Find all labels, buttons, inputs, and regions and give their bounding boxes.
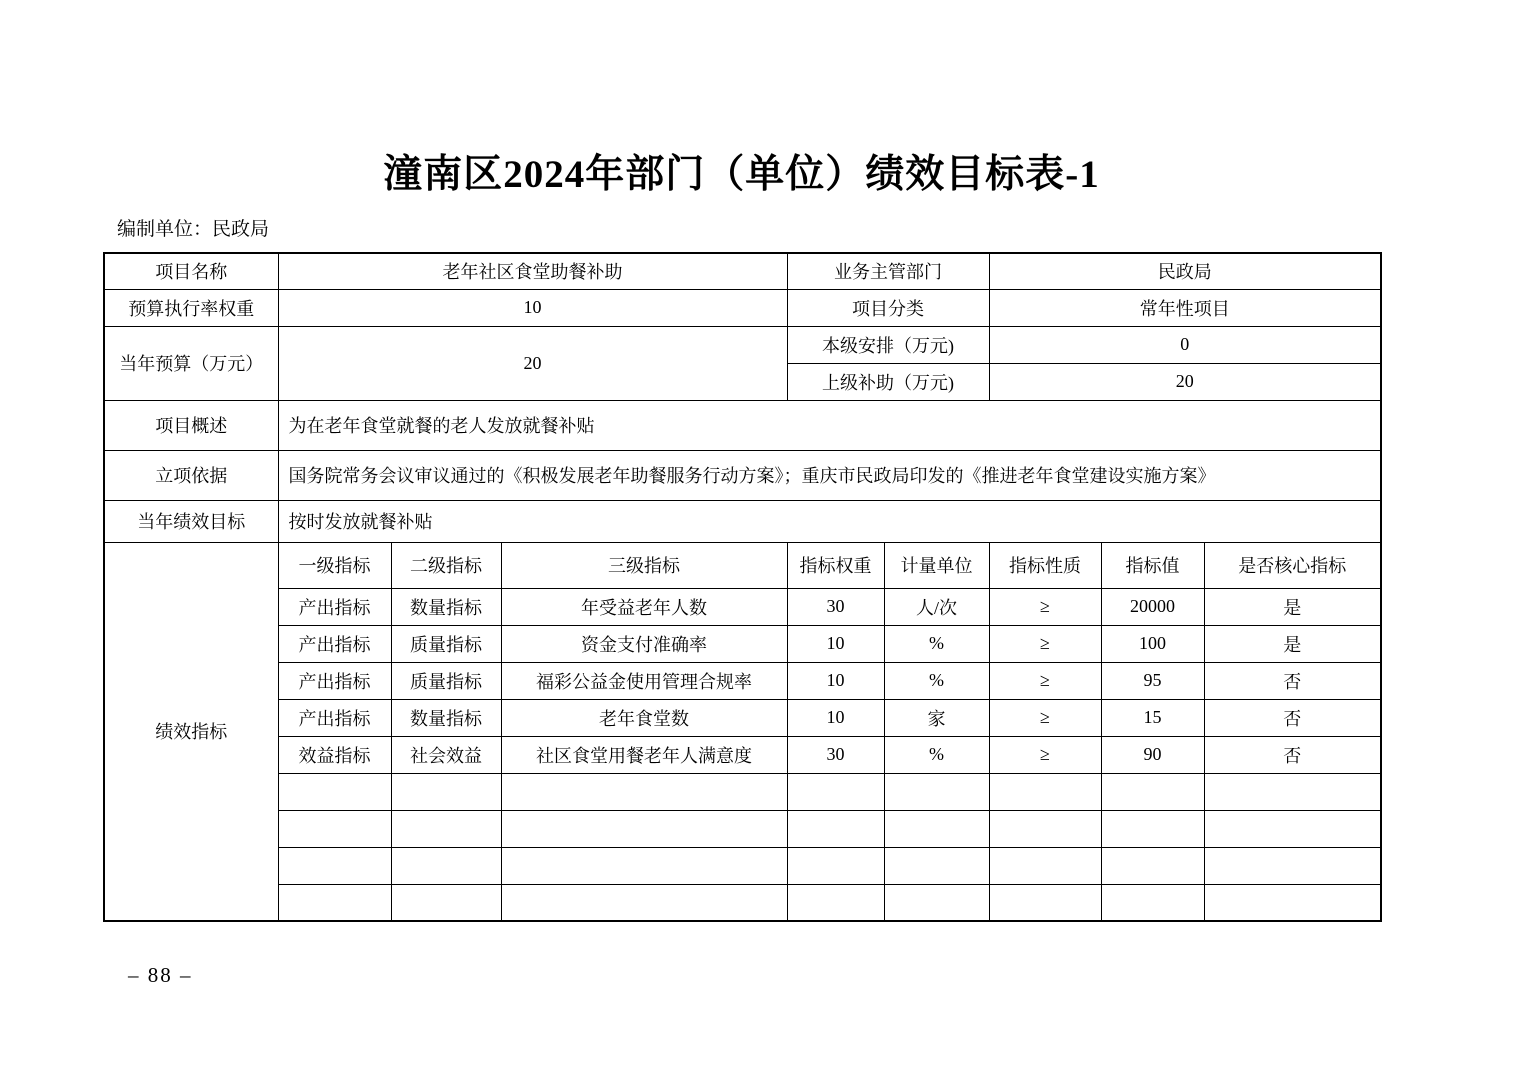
indicator-cell — [1101, 810, 1204, 847]
indicator-cell — [787, 847, 884, 884]
indicator-cell: 是 — [1204, 588, 1381, 625]
indicator-cell: 数量指标 — [391, 699, 501, 736]
indicator-cell — [1101, 773, 1204, 810]
indicator-cell: 产出指标 — [278, 625, 391, 662]
indicator-cell — [989, 847, 1101, 884]
indicator-cell: 90 — [1101, 736, 1204, 773]
indicator-cell: 10 — [787, 625, 884, 662]
indicator-cell: 15 — [1101, 699, 1204, 736]
annual-target-value: 按时发放就餐补贴 — [278, 500, 1381, 542]
indicator-header-cell: 计量单位 — [884, 542, 989, 588]
indicator-cell — [884, 773, 989, 810]
indicator-cell — [1204, 847, 1381, 884]
indicator-cell — [278, 884, 391, 921]
indicator-cell — [787, 884, 884, 921]
budget-exec-weight-label: 预算执行率权重 — [104, 289, 278, 326]
indicator-header-cell: 指标权重 — [787, 542, 884, 588]
row-project-name — [104, 253, 1381, 289]
indicator-header-cell: 指标值 — [1101, 542, 1204, 588]
budget-exec-weight-value: 10 — [278, 289, 787, 326]
indicator-cell: 30 — [787, 588, 884, 625]
indicator-cell — [884, 847, 989, 884]
indicator-cell: 20000 — [1101, 588, 1204, 625]
page-number: – 88 – — [128, 963, 193, 987]
indicator-cell: 否 — [1204, 736, 1381, 773]
indicator-cell: 30 — [787, 736, 884, 773]
indicator-cell — [1101, 884, 1204, 921]
indicator-cell — [787, 810, 884, 847]
indicator-cell: 否 — [1204, 662, 1381, 699]
row-basis — [104, 450, 1381, 500]
indicator-cell — [501, 773, 787, 810]
indicator-cell — [501, 810, 787, 847]
indicator-cell — [501, 884, 787, 921]
indicator-cell: 人/次 — [884, 588, 989, 625]
indicator-cell — [391, 847, 501, 884]
indicator-cell: 老年食堂数 — [501, 699, 787, 736]
indicator-cell — [884, 810, 989, 847]
performance-section-label: 绩效指标 — [104, 542, 278, 921]
indicator-header-row — [104, 542, 1381, 588]
indicator-header-cell: 三级指标 — [501, 542, 787, 588]
prepared-by-label: 编制单位：民政局 — [117, 219, 270, 240]
basis-label: 立项依据 — [104, 450, 278, 500]
indicator-row — [104, 588, 1381, 625]
indicator-cell — [884, 884, 989, 921]
indicator-cell: 否 — [1204, 699, 1381, 736]
indicator-empty-row — [104, 847, 1381, 884]
indicator-cell — [278, 847, 391, 884]
indicator-cell: 产出指标 — [278, 588, 391, 625]
indicator-cell — [501, 847, 787, 884]
annual-target-label: 当年绩效目标 — [104, 500, 278, 542]
indicator-cell: 质量指标 — [391, 662, 501, 699]
annual-budget-value: 20 — [278, 326, 787, 400]
indicator-cell: ≥ — [989, 662, 1101, 699]
indicator-cell: ≥ — [989, 625, 1101, 662]
indicator-cell — [391, 884, 501, 921]
indicator-empty-row — [104, 884, 1381, 921]
indicator-empty-row — [104, 773, 1381, 810]
indicator-cell: 10 — [787, 699, 884, 736]
indicator-cell — [391, 810, 501, 847]
overview-value: 为在老年食堂就餐的老人发放就餐补贴 — [278, 400, 1381, 450]
indicator-cell — [1101, 847, 1204, 884]
local-fund-value: 0 — [989, 326, 1381, 363]
performance-target-table — [103, 252, 1382, 922]
indicator-cell: 数量指标 — [391, 588, 501, 625]
superior-fund-value: 20 — [989, 363, 1381, 400]
indicator-cell — [1204, 884, 1381, 921]
indicator-cell — [391, 773, 501, 810]
indicator-row — [104, 625, 1381, 662]
indicator-cell: 年受益老年人数 — [501, 588, 787, 625]
overview-label: 项目概述 — [104, 400, 278, 450]
indicator-cell: 家 — [884, 699, 989, 736]
annual-budget-label: 当年预算（万元） — [104, 326, 278, 400]
indicator-cell: % — [884, 736, 989, 773]
indicator-header-cell: 是否核心指标 — [1204, 542, 1381, 588]
superior-fund-label: 上级补助（万元) — [787, 363, 989, 400]
indicator-cell — [989, 884, 1101, 921]
dept-label: 业务主管部门 — [787, 253, 989, 289]
indicator-header-cell: 二级指标 — [391, 542, 501, 588]
local-fund-label: 本级安排（万元) — [787, 326, 989, 363]
project-name-label: 项目名称 — [104, 253, 278, 289]
indicator-cell: 福彩公益金使用管理合规率 — [501, 662, 787, 699]
indicator-cell — [278, 773, 391, 810]
indicator-header-cell: 指标性质 — [989, 542, 1101, 588]
indicator-row — [104, 662, 1381, 699]
indicator-cell: 产出指标 — [278, 662, 391, 699]
indicator-header-cell: 一级指标 — [278, 542, 391, 588]
indicator-cell — [1204, 810, 1381, 847]
indicator-cell — [989, 773, 1101, 810]
indicator-cell: 是 — [1204, 625, 1381, 662]
indicator-cell: 产出指标 — [278, 699, 391, 736]
row-annual-budget-1 — [104, 326, 1381, 363]
project-name-value: 老年社区食堂助餐补助 — [278, 253, 787, 289]
row-budget-exec-weight — [104, 289, 1381, 326]
indicator-cell: ≥ — [989, 736, 1101, 773]
dept-value: 民政局 — [989, 253, 1381, 289]
page-title: 潼南区2024年部门（单位）绩效目标表-1 — [383, 153, 1100, 196]
indicator-cell: ≥ — [989, 588, 1101, 625]
indicator-cell: 资金支付准确率 — [501, 625, 787, 662]
indicator-cell: 95 — [1101, 662, 1204, 699]
category-value: 常年性项目 — [989, 289, 1381, 326]
indicator-cell: % — [884, 662, 989, 699]
indicator-cell — [278, 810, 391, 847]
indicator-cell: 10 — [787, 662, 884, 699]
row-overview — [104, 400, 1381, 450]
basis-value: 国务院常务会议审议通过的《积极发展老年助餐服务行动方案》；重庆市民政局印发的《推进老年食堂建设实施方案》 — [278, 450, 1381, 500]
indicator-empty-row — [104, 810, 1381, 847]
indicator-row — [104, 699, 1381, 736]
indicator-cell: ≥ — [989, 699, 1101, 736]
indicator-cell — [787, 773, 884, 810]
indicator-cell: 100 — [1101, 625, 1204, 662]
indicator-cell — [989, 810, 1101, 847]
indicator-cell: 效益指标 — [278, 736, 391, 773]
indicator-row — [104, 736, 1381, 773]
indicator-cell: % — [884, 625, 989, 662]
indicator-cell: 社会效益 — [391, 736, 501, 773]
indicator-cell: 质量指标 — [391, 625, 501, 662]
category-label: 项目分类 — [787, 289, 989, 326]
indicator-cell: 社区食堂用餐老年人满意度 — [501, 736, 787, 773]
indicator-cell — [1204, 773, 1381, 810]
row-annual-target — [104, 500, 1381, 542]
